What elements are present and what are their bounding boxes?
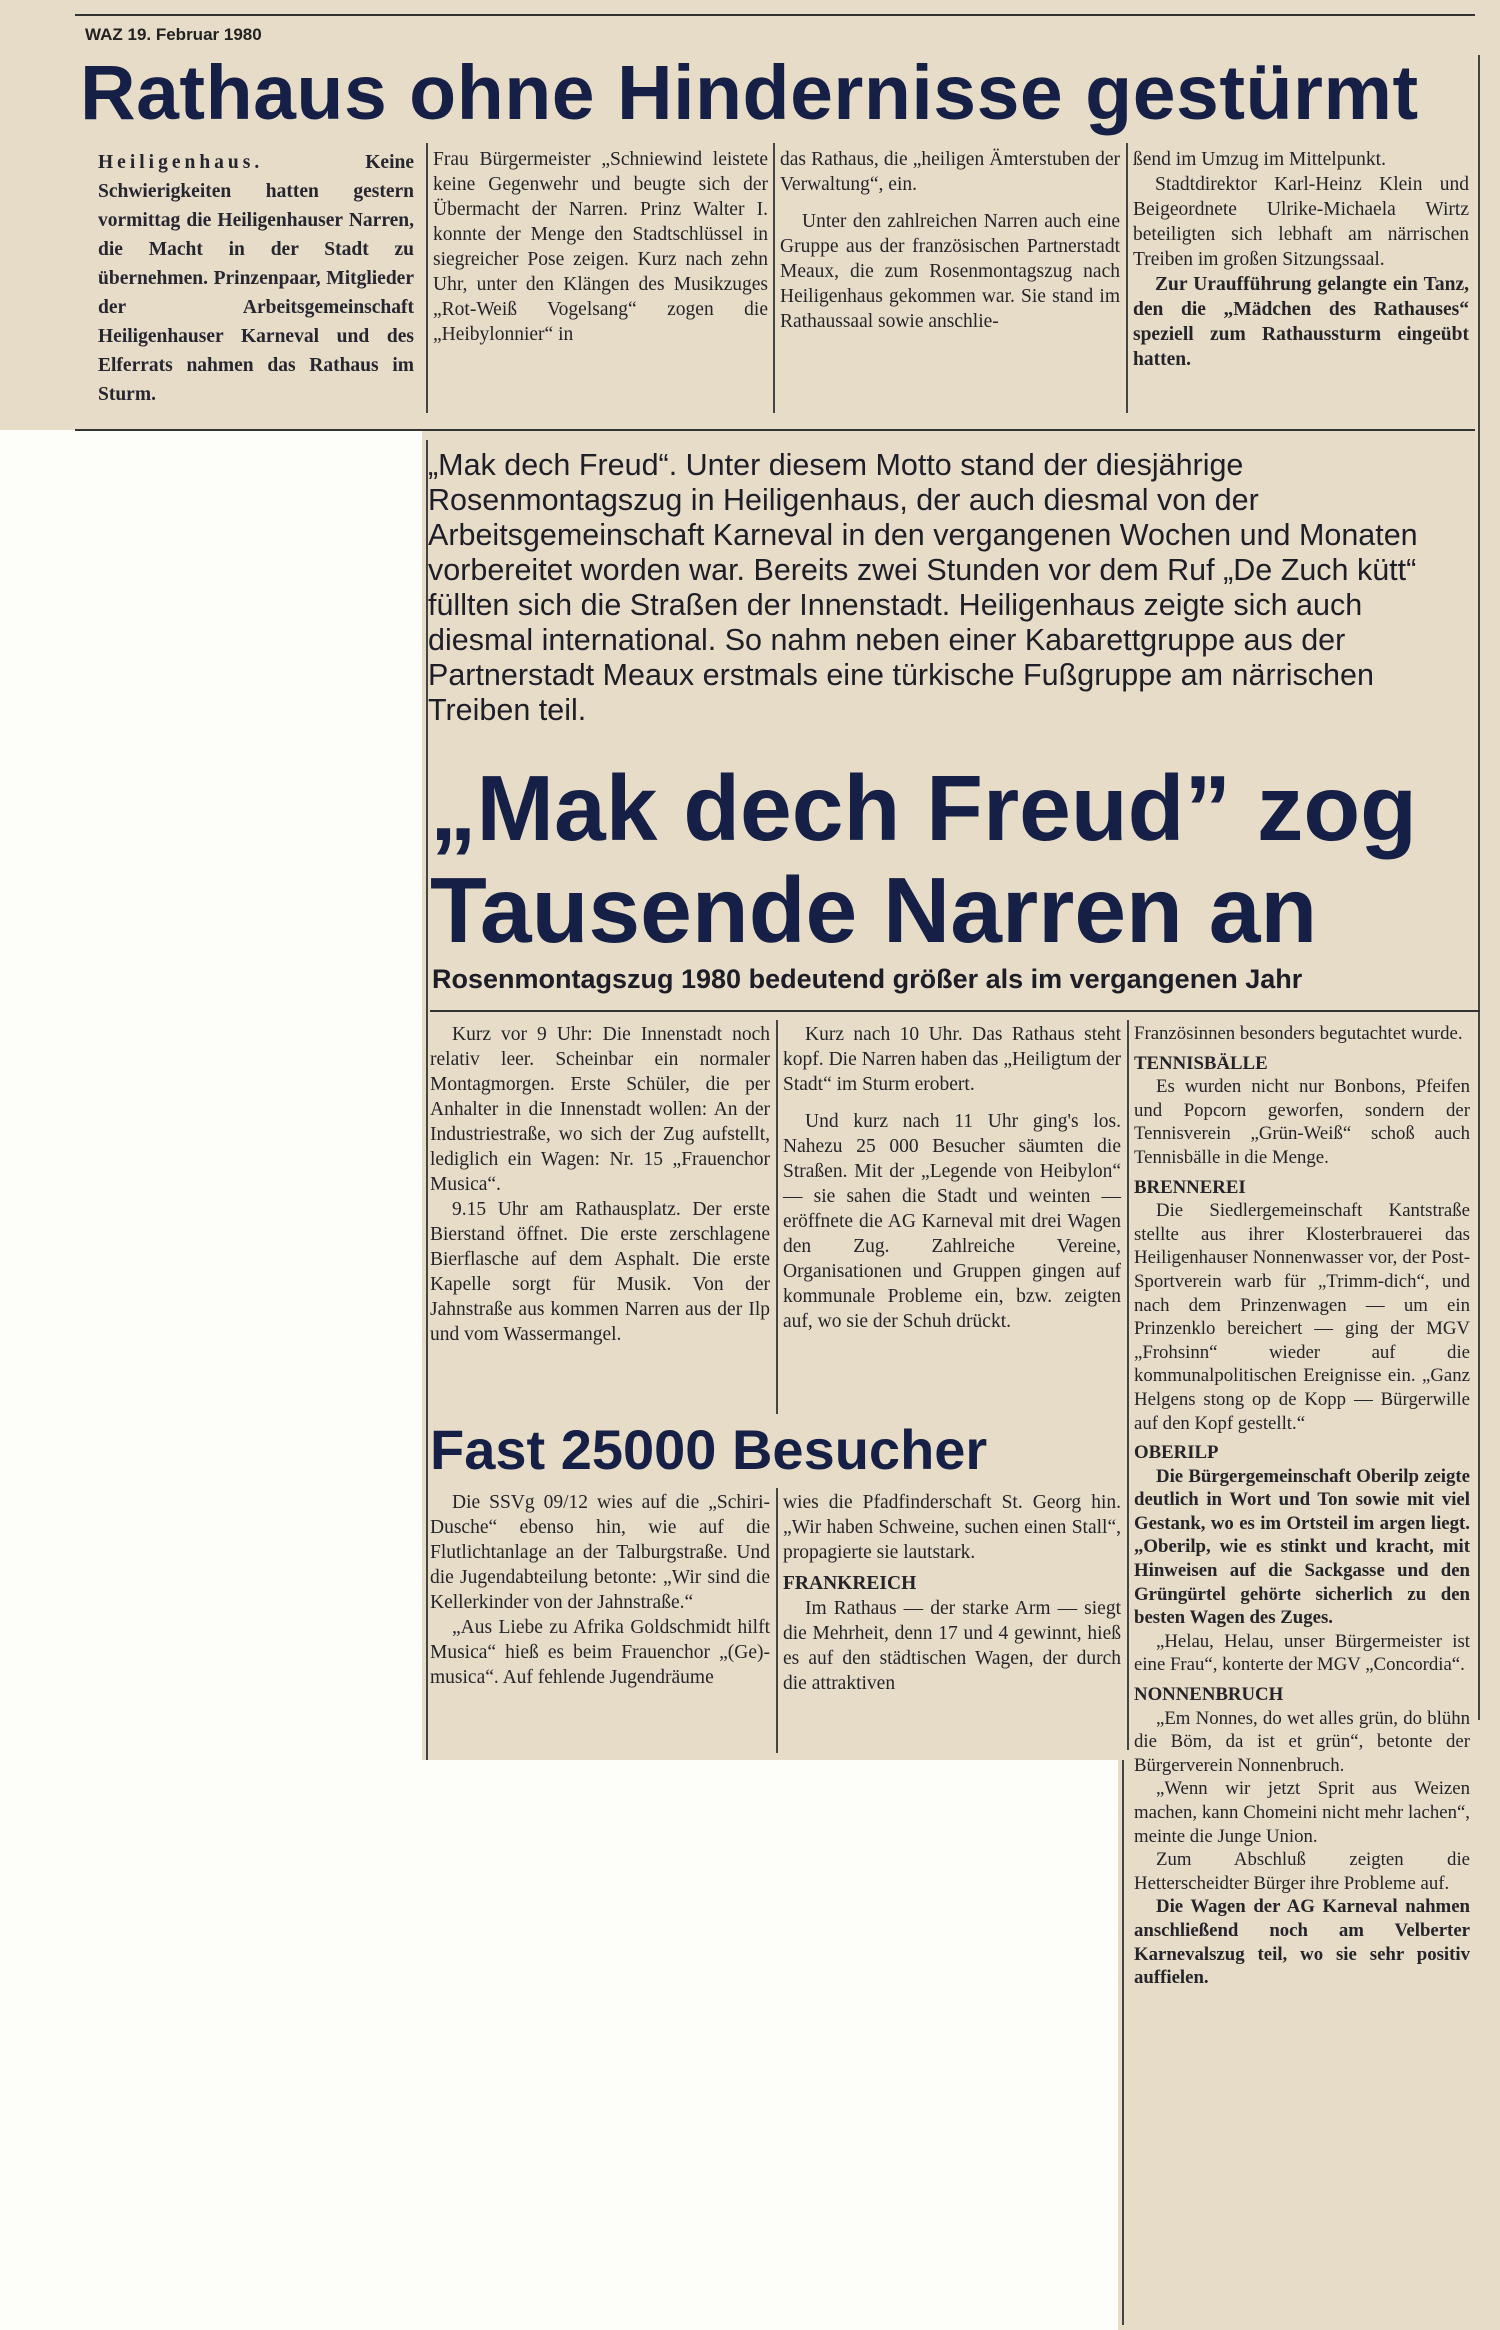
paragraph: 9.15 Uhr am Rathausplatz. Der erste Bierstand öffnet. Die erste zerschlagene Bierflasche auf dem Asphalt. Die erste Kapelle sorgt für Musik. Von der Jahnstraße aus kommen Narren aus der Ilp und vom Wassermangel. — [430, 1199, 770, 1345]
paragraph: Stadtdirektor Karl-Heinz Klein und Beigeordnete Ulrike-Michaela Wirtz beteiligten sich lebhaft am närrischen Treiben im großen Sitzungssaal. — [1133, 174, 1469, 270]
top-lead — [98, 148, 414, 409]
rubric-frankreich: FRANKREICH — [783, 1573, 917, 1594]
paragraph: Es wurden nicht nur Bonbons, Pfeifen und Popcorn geworfen, sondern der Tennisverein „Grün-Weiß“ schoß auch Tennisbälle in die Menge. — [1134, 1076, 1470, 1168]
rubric-tennisbaelle: TENNISBÄLLE — [1134, 1052, 1268, 1074]
column-rule — [426, 143, 428, 413]
subheadline-rule — [430, 1010, 1480, 1012]
section-rule — [75, 429, 1475, 431]
headline-top: Rathaus ohne Hindernisse gestürmt — [80, 50, 1419, 136]
column-rule — [1122, 1760, 1124, 2325]
body-col-2-lower — [783, 1490, 1121, 1696]
paragraph: Im Rathaus — der starke Arm — siegt die Mehrheit, denn 17 und 4 gewinnt, hieß es auf den städtischen Wagen, der durch die attraktiven — [783, 1598, 1121, 1694]
headline-main — [430, 757, 1490, 961]
lead-place: Heiligenhaus. — [98, 152, 264, 173]
body-col-1-upper — [430, 1022, 770, 1347]
paragraph: Französinnen besonders begutachtet wurde. — [1134, 1023, 1463, 1044]
body-col-2-upper — [783, 1022, 1121, 1334]
paragraph: „Wenn wir jetzt Sprit aus Weizen machen, kann Chomeini nicht mehr lachen“, meinte die Junge Union. — [1134, 1778, 1470, 1847]
paragraph: Und kurz nach 11 Uhr ging's los. Nahezu 25 000 Besucher säumten die Straßen. Mit der „Legende von Heibylon“ — sie sahen die Stadt und weinten — eröffnete die AG Karneval mit drei Wagen den Zug. Zahlreiche Vereine, Organisationen und Gruppen gingen auf kommunale Probleme ein, bzw. zeigten auf, wo sie der Schuh drückt. — [783, 1111, 1121, 1332]
column-rule — [776, 1488, 778, 1753]
paragraph: das Rathaus, die „heiligen Ämterstuben der Verwaltung“, ein. — [780, 149, 1120, 195]
headline-besucher: Fast 25000 Besucher — [430, 1418, 988, 1481]
paragraph: ßend im Umzug im Mittelpunkt. — [1133, 149, 1386, 170]
paragraph: Kurz nach 10 Uhr. Das Rathaus steht kopf. Die Narren haben das „Heiligtum der Stadt“ im Sturm erobert. — [783, 1024, 1121, 1095]
paragraph: Zur Uraufführung gelangte ein Tanz, den die „Mädchen des Rathauses“ speziell zum Rathaussturm eingeübt hatten. — [1133, 274, 1469, 370]
rubric-oberilp: OBERILP — [1134, 1442, 1219, 1464]
column-rule — [1127, 1020, 1129, 1750]
paragraph: „Em Nonnes, do wet alles grün, do blühn die Böm, da ist et grün“, betonte der Bürgerverein Nonnenbruch. — [1134, 1707, 1470, 1776]
headline-main-line-2: Tausende Narren an — [430, 858, 1318, 962]
paragraph: Zum Abschluß zeigten die Hetterscheidter Bürger ihre Probleme auf. — [1134, 1849, 1470, 1894]
column-rule — [773, 143, 775, 413]
column-rule — [776, 1020, 778, 1414]
paragraph: Die Bürgergemeinschaft Oberilp zeigte deutlich in Wort und Ton sowie mit viel Gestank, wo es im Ortsteil im argen liegt. „Oberilp, wie es stinkt und kracht, mit Hinweisen auf die Sackgasse und den Grüngürtel gehörte sicherlich zu den besten Wagen des Zuges. — [1134, 1465, 1470, 1629]
lead-text: Keine Schwierigkeiten hatten gestern vormittag die Heiligenhauser Narren, die Macht in der Stadt zu übernehmen. Prinzenpaar, Mitglieder der Arbeitsgemeinschaft Heiligenhauser Karneval und des Elferrats nahmen das Rathaus im Sturm. — [98, 152, 414, 405]
column-rule — [1126, 143, 1128, 413]
paragraph: Die SSVg 09/12 wies auf die „Schiri-Dusche“ ebenso hin, wie auf die Flutlichtanlage an der Talburgstraße. Und die Jugendabteilung betonte: „Wir sind die Kellerkinder von der Jahnstraße.“ — [430, 1492, 770, 1613]
paragraph: wies die Pfadfinderschaft St. Georg hin. „Wir haben Schweine, suchen einen Stall“, propagierte sie lautstark. — [783, 1492, 1121, 1563]
paragraph: Kurz vor 9 Uhr: Die Innenstadt noch relativ leer. Scheinbar ein normaler Montagmorgen. Erste Schüler, die per Anhalter in die Innenstadt wollen: An der Industriestraße, wo sich der Zug aufstellt, lediglich ein Wagen: Nr. 15 „Frauenchor Musica“. — [430, 1024, 770, 1195]
dateline: WAZ 19. Februar 1980 — [85, 25, 262, 44]
paragraph: Die Wagen der AG Karneval nahmen anschließend noch am Velberter Karnevalszug teil, wo sie sehr positiv auffielen. — [1134, 1896, 1470, 1989]
headline-main-line-1: „Mak dech Freud” zog — [430, 756, 1417, 860]
intro-paragraph: „Mak dech Freud“. Unter diesem Motto stand der diesjährige Rosenmontagszug in Heiligenhaus, der auch diesmal von der Arbeitsgemeinschaft Karneval in den vergangenen Wochen und Monaten vorbereitet worden war. Bereits zwei Stunden vor dem Ruf „De Zuch kütt“ füllten sich die Straßen der Innenstadt. Heiligenhaus zeigte sich auch diesmal international. So nahm neben einer Kabarettgruppe aus der Partnerstadt Meaux erstmals eine türkische Fußgruppe am närrischen Treiben teil. — [428, 448, 1418, 727]
paragraph: Unter den zahlreichen Narren auch eine Gruppe aus der französischen Partnerstadt Meaux, die zum Rosenmontagszug nach Heiligenhaus gekommen war. Sie stand im Rathaussaal sowie anschlie- — [780, 211, 1120, 332]
paragraph: „Aus Liebe zu Afrika Goldschmidt hilft Musica“ hieß es beim Frauenchor „(Ge)-musica“. Auf fehlende Jugendräume — [430, 1617, 770, 1688]
body-col-3 — [1134, 1022, 1470, 1990]
top-col-4 — [1133, 147, 1469, 372]
rubric-brennerei: BRENNEREI — [1134, 1176, 1246, 1198]
body-col-1-lower — [430, 1490, 770, 1690]
rubric-nonnenbruch: NONNENBRUCH — [1134, 1684, 1284, 1706]
top-col-2 — [433, 147, 768, 347]
paragraph: Frau Bürgermeister „Schniewind leistete keine Gegenwehr und beugte sich der Übermacht der Narren. Prinz Walter I. konnte der Menge den Stadtschlüssel in siegreicher Pose zeigen. Kurz nach zehn Uhr, unter den Klängen des Musikzuges „Rot-Weiß Vogelsang“ zogen die „Heibylonnier“ in — [433, 149, 768, 345]
paragraph: Die Siedlergemeinschaft Kantstraße stellte aus ihrer Klosterbrauerei das Heiligenhauser Nonnenwasser vor, der Post-Sportverein warb für „Trimm-dich“, und nach dem Prinzenwagen — um ein Prinzenklo bereichert — ging der MGV „Frohsinn“ wieder auf die kommunalpolitischen Ereignisse ein. „Ganz Helgens stong op de Kopp — Bürgerwille auf den Kopf gestellt.“ — [1134, 1200, 1470, 1434]
top-rule — [75, 14, 1475, 16]
paragraph: „Helau, Helau, unser Bürgermeister ist eine Frau“, konterte der MGV „Concordia“. — [1134, 1630, 1470, 1676]
top-col-3 — [780, 147, 1120, 334]
subheadline: Rosenmontagszug 1980 bedeutend größer als im vergangenen Jahr — [432, 964, 1303, 994]
